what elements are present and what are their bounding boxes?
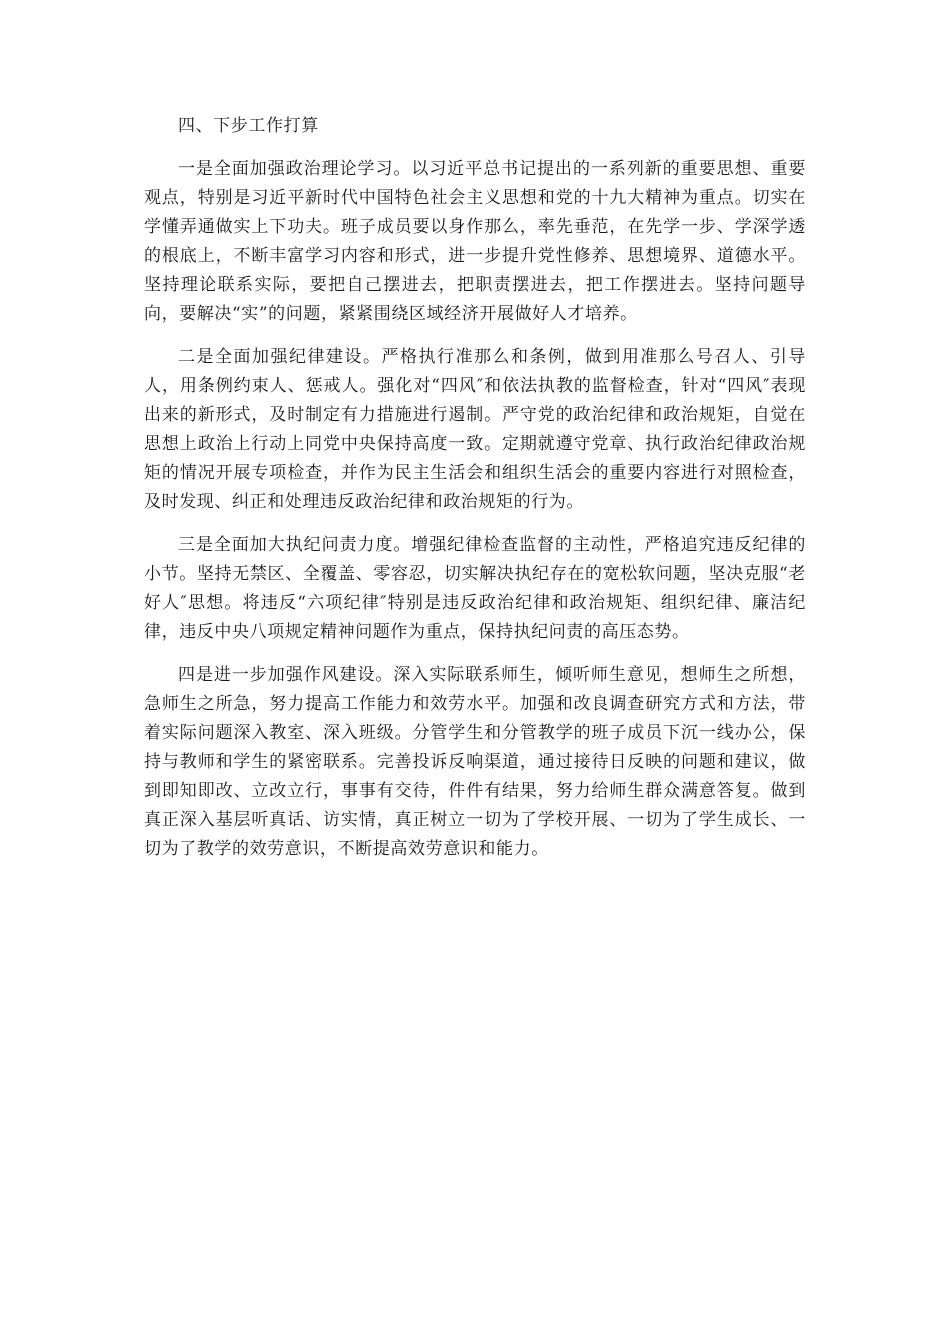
paragraph-4: 四是进一步加强作风建设。深入实际联系师生，倾听师生意见，想师生之所想，急师生之所急，努力提高工作能力和效劳水平。加强和改良调查研究方式和方法，带着实际问题深入教室、深入班级。分管学生和分管教学的班子成员下沉一线办公，保持与教师和学生的紧密联系。完善投诉反响渠道，通过接待日反映的问题和建议，做到即知即改、立改立行，事事有交待，件件有结果，努力给师生群众满意答复。做到真正深入基层听真话、访实情，真正树立一切为了学校开展、一切为了学生成长、一切为了教学的效劳意识，不断提高效劳意识和能力。 <box>144 665 806 859</box>
paragraph-3: 三是全面加大执纪问责力度。增强纪律检查监督的主动性，严格追究违反纪律的小节。坚持无禁区、全覆盖、零容忍，切实解决执纪存在的宽松软问题，坚决克服“老好人″思想。将违反“六项纪律″特别是违反政治纪律和政治规矩、组织纪律、廉洁纪律，违反中央八项规定精神问题作为重点，保持执纪问责的高压态势。 <box>144 535 806 642</box>
section-heading: 四、下步工作打算 <box>178 116 319 136</box>
paragraph-2: 二是全面加强纪律建设。严格执行准那么和条例，做到用准那么号召人、引导人，用条例约束人、惩戒人。强化对“四风″和依法执教的监督检查，针对“四风″表现出来的新形式，及时制定有力措施进行遏制。严守党的政治纪律和政治规矩，自觉在思想上政治上行动上同党中央保持高度一致。定期就遵守党章、执行政治纪律政治规矩的情况开展专项检查，并作为民主生活会和组织生活会的重要内容进行对照检查，及时发现、纠正和处理违反政治纪律和政治规矩的行为。 <box>144 347 806 512</box>
document-body <box>144 112 806 878</box>
paragraph-1: 一是全面加强政治理论学习。以习近平总书记提出的一系列新的重要思想、重要观点，特别是习近平新时代中国特色社会主义思想和党的十九大精神为重点。切实在学懂弄通做实上下功夫。班子成员要以身作那么，率先垂范，在先学一步、学深学透的根底上，不断丰富学习内容和形式，进一步提升党性修养、思想境界、道德水平。坚持理论联系实际，要把自己摆进去，把职责摆进去，把工作摆进去。坚持问题导向，要解决“实”的问题，紧紧围绕区域经济开展做好人才培养。 <box>144 159 806 324</box>
